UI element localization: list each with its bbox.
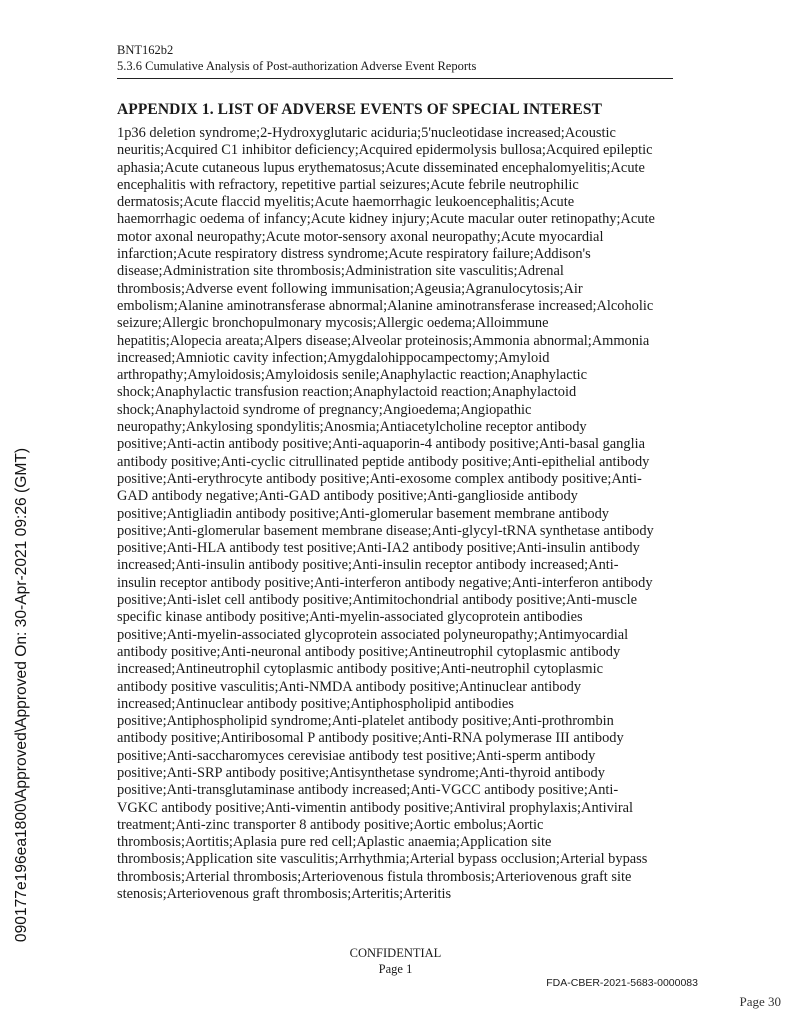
adverse-events-list [117,125,674,903]
body-line: thrombosis;Application site vasculitis;Arrhythmia;Arterial bypass occlusion;Arterial bypass [117,851,648,868]
document-id: FDA-CBER-2021-5683-0000083 [546,977,698,989]
body-line: dermatosis;Acute flaccid myelitis;Acute haemorrhagic leukoencephalitis;Acute [117,194,575,211]
body-line: 1p36 deletion syndrome;2-Hydroxyglutaric aciduria;5'nucleotidase increased;Acoustic [117,125,616,141]
body-line: positive;Anti-glomerular basement membrane disease;Anti-glycyl-tRNA synthetase antibody [117,522,654,539]
header-divider [117,78,673,79]
body-line: neuropathy;Ankylosing spondylitis;Anosmia;Antiacetylcholine receptor antibody [117,419,587,436]
body-line: antibody positive;Antiribosomal P antibody positive;Anti-RNA polymerase III antibody [117,730,624,747]
page-number: Page 30 [739,994,781,1009]
body-line: arthropathy;Amyloidosis;Amyloidosis senile;Anaphylactic reaction;Anaphylactic [117,367,587,384]
body-line: treatment;Anti-zinc transporter 8 antibody positive;Aortic embolus;Aortic [117,816,544,833]
body-line: positive;Anti-transglutaminase antibody increased;Anti-VGCC antibody positive;Anti- [117,782,619,799]
body-line: increased;Anti-insulin antibody positive;Anti-insulin receptor antibody increased;Anti- [117,557,619,574]
body-line: infarction;Acute respiratory distress syndrome;Acute respiratory failure;Addison's [117,246,591,263]
body-line: thrombosis;Arterial thrombosis;Arteriovenous fistula thrombosis;Arteriovenous graft site [117,868,632,885]
body-line: specific kinase antibody positive;Anti-myelin-associated glycoprotein antibodies [117,609,583,626]
body-line: aphasia;Acute cutaneous lupus erythematosus;Acute disseminated encephalomyelitis;Acute [117,159,645,176]
body-line: seizure;Allergic bronchopulmonary mycosis;Allergic oedema;Alloimmune [117,315,549,332]
footer-page-label: Page 1 [378,962,413,976]
body-line: positive;Anti-erythrocyte antibody positive;Anti-exosome complex antibody positive;Anti- [117,470,642,487]
body-line: thrombosis;Adverse event following immunisation;Ageusia;Agranulocytosis;Air [117,280,583,297]
body-line: increased;Antineutrophil cytoplasmic antibody positive;Anti-neutrophil cytoplasmic [117,661,603,678]
body-line: positive;Anti-islet cell antibody positive;Antimitochondrial antibody positive;Anti-muscle [117,592,637,609]
body-line: shock;Anaphylactoid syndrome of pregnancy;Angioedema;Angiopathic [117,401,532,418]
approval-watermark [7,395,37,995]
body-line: increased;Antinuclear antibody positive;Antiphospholipid antibodies [117,695,514,712]
header-section-title: 5.3.6 Cumulative Analysis of Post-authorization Adverse Event Reports [117,59,477,73]
body-line: thrombosis;Aortitis;Aplasia pure red cell;Aplastic anaemia;Application site [117,834,552,851]
body-line: shock;Anaphylactic transfusion reaction;Anaphylactoid reaction;Anaphylactoid [117,384,577,401]
footer-confidential: CONFIDENTIAL [349,946,442,960]
appendix-title: APPENDIX 1. LIST OF ADVERSE EVENTS OF SPECIAL INTEREST [117,101,603,118]
body-line: positive;Anti-HLA antibody test positive;Anti-IA2 antibody positive;Anti-insulin antibody [117,540,640,557]
body-line: positive;Antigliadin antibody positive;Anti-glomerular basement membrane antibody [117,505,609,522]
body-line: antibody positive;Anti-cyclic citrullinated peptide antibody positive;Anti-epithelial antibody [117,453,650,470]
body-line: stenosis;Arteriovenous graft thrombosis;Arteritis;Arteritis [117,886,452,903]
body-line: disease;Administration site thrombosis;Administration site vasculitis;Adrenal [117,263,564,280]
approval-watermark-text: 090177e196ea1800\Approved\Approved On: 30-Apr-2021 09:26 (GMT) [13,447,30,943]
body-line: motor axonal neuropathy;Acute motor-sensory axonal neuropathy;Acute myocardial [117,228,604,245]
body-line: neuritis;Acquired C1 inhibitor deficiency;Acquired epidermolysis bullosa;Acquired epileptic [117,142,653,159]
body-line: embolism;Alanine aminotransferase abnormal;Alanine aminotransferase increased;Alcoholic [117,297,654,314]
body-line: increased;Amniotic cavity infection;Amygdalohippocampectomy;Amyloid [117,349,550,366]
body-line: antibody positive;Anti-neuronal antibody positive;Antineutrophil cytoplasmic antibody [117,643,621,660]
body-line: haemorrhagic oedema of infancy;Acute kidney injury;Acute macular outer retinopathy;Acute [117,211,655,228]
body-line: VGKC antibody positive;Anti-vimentin antibody positive;Antiviral prophylaxis;Antiviral [117,799,634,816]
body-line: positive;Antiphospholipid syndrome;Anti-platelet antibody positive;Anti-prothrombin [117,713,614,730]
body-line: GAD antibody negative;Anti-GAD antibody positive;Anti-ganglioside antibody [117,488,578,505]
body-line: encephalitis with refractory, repetitive partial seizures;Acute febrile neutrophilic [117,176,579,193]
body-line: positive;Anti-actin antibody positive;Anti-aquaporin-4 antibody positive;Anti-basal ganglia [117,436,645,453]
body-line: hepatitis;Alopecia areata;Alpers disease;Alveolar proteinosis;Ammonia abnormal;Ammonia [117,332,650,349]
body-line: antibody positive vasculitis;Anti-NMDA antibody positive;Antinuclear antibody [117,678,582,695]
body-line: insulin receptor antibody positive;Anti-interferon antibody negative;Anti-interferon antibody [117,574,653,591]
body-line: positive;Anti-myelin-associated glycoprotein associated polyneuropathy;Antimyocardial [117,626,629,643]
body-line: positive;Anti-SRP antibody positive;Antisynthetase syndrome;Anti-thyroid antibody [117,764,605,781]
body-line: positive;Anti-saccharomyces cerevisiae antibody test positive;Anti-sperm antibody [117,747,596,764]
header-product: BNT162b2 [117,43,174,57]
